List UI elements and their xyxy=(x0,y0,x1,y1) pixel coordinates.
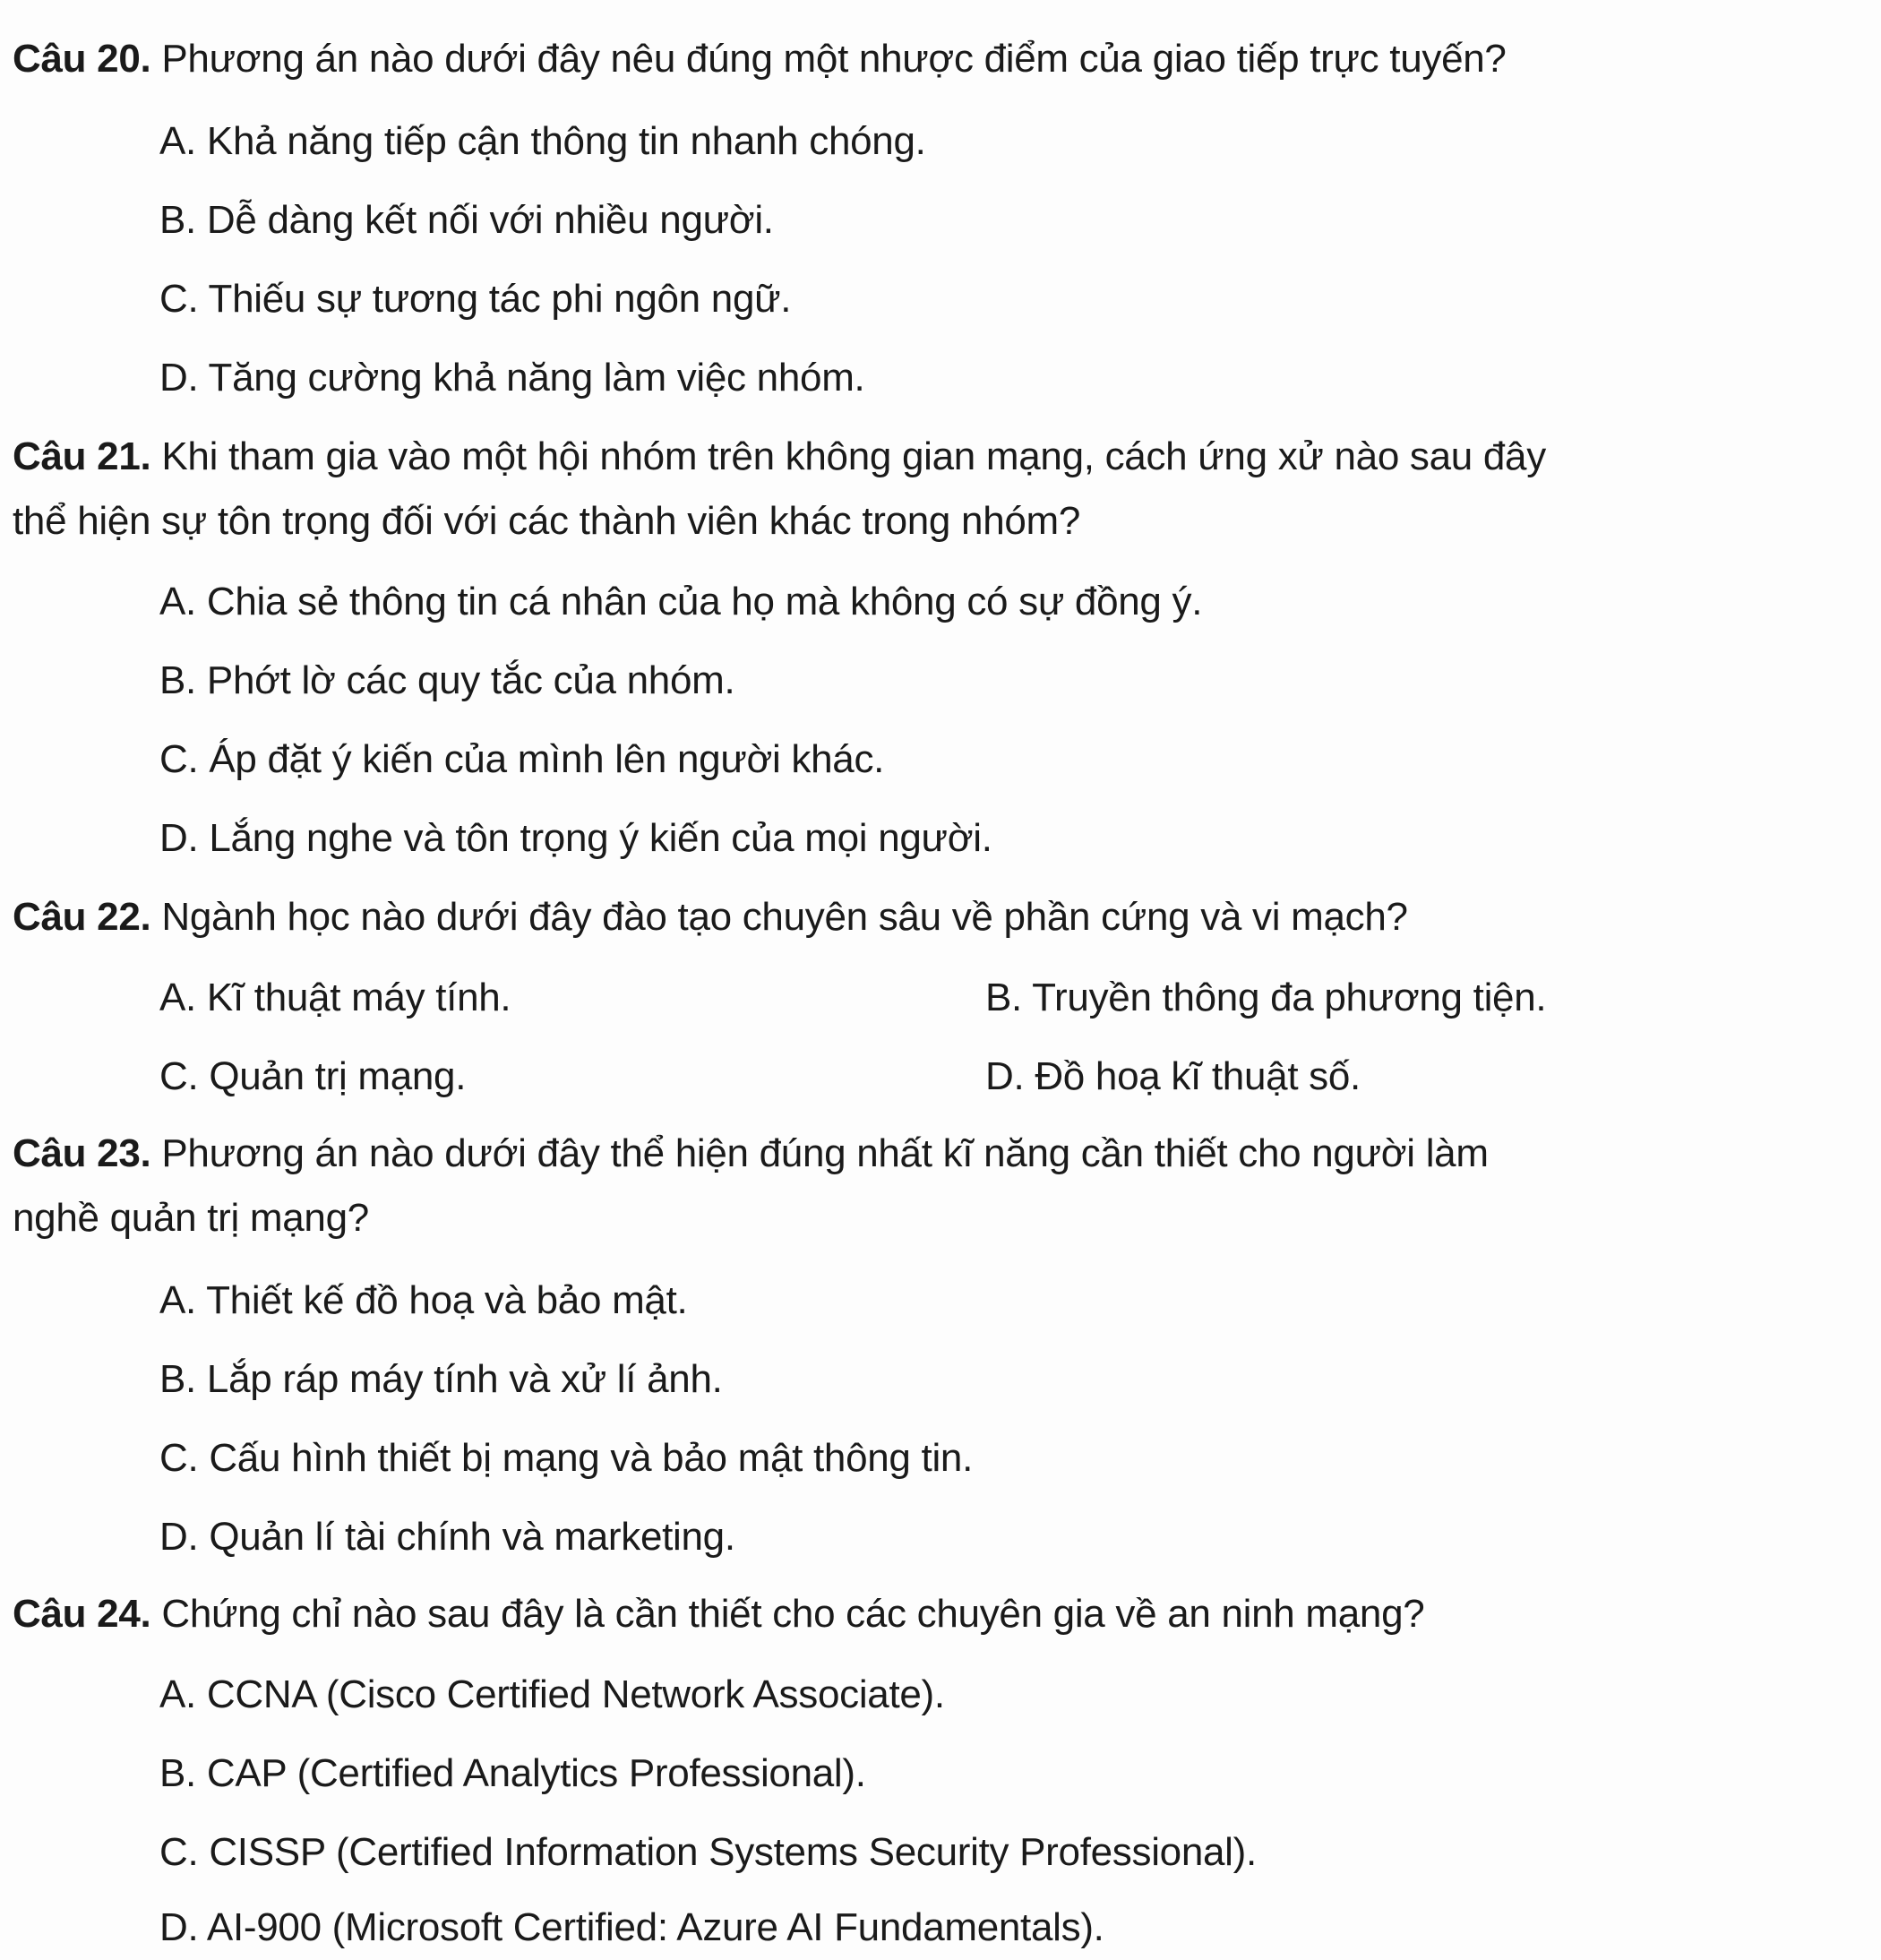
option-c: C. Thiếu sự tương tác phi ngôn ngữ. xyxy=(159,277,792,321)
option-d: D. Đồ hoạ kĩ thuật số. xyxy=(985,1054,1361,1098)
question-label: Câu 21. xyxy=(13,434,151,478)
option-b: B. Lắp ráp máy tính và xử lí ảnh. xyxy=(159,1357,723,1401)
option-d: D. AI-900 (Microsoft Certified: Azure AI Fundamentals). xyxy=(159,1905,1104,1949)
option-b: B. Dễ dàng kết nối với nhiều người. xyxy=(159,198,774,242)
option-c: C. Cấu hình thiết bị mạng và bảo mật thông tin. xyxy=(159,1436,974,1480)
question-text: Phương án nào dưới đây nêu đúng một nhược điểm của giao tiếp trực tuyến? xyxy=(161,37,1507,81)
question-23 xyxy=(13,1130,1489,1177)
option-d: D. Quản lí tài chính và marketing. xyxy=(159,1515,735,1559)
question-text: Phương án nào dưới đây thể hiện đúng nhất kĩ năng cần thiết cho người làm xyxy=(161,1131,1489,1175)
question-22 xyxy=(13,894,1408,941)
question-text: Ngành học nào dưới đây đào tạo chuyên sâu về phần cứng và vi mạch? xyxy=(161,895,1408,939)
option-d: D. Lắng nghe và tôn trọng ý kiến của mọi người. xyxy=(159,816,992,860)
question-text-cont: thể hiện sự tôn trọng đối với các thành viên khác trong nhóm? xyxy=(13,499,1081,543)
option-b: B. Truyền thông đa phương tiện. xyxy=(985,976,1547,1019)
option-a: A. CCNA (Cisco Certified Network Associate). xyxy=(159,1672,945,1716)
question-text-cont: nghề quản trị mạng? xyxy=(13,1196,369,1240)
question-24 xyxy=(13,1591,1424,1638)
question-text: Khi tham gia vào một hội nhóm trên không gian mạng, cách ứng xử nào sau đây xyxy=(161,434,1546,478)
option-b: B. Phớt lờ các quy tắc của nhóm. xyxy=(159,658,735,702)
question-20 xyxy=(13,36,1507,82)
question-21 xyxy=(13,434,1546,480)
option-a: A. Khả năng tiếp cận thông tin nhanh chóng. xyxy=(159,119,926,163)
option-a: A. Chia sẻ thông tin cá nhân của họ mà không có sự đồng ý. xyxy=(159,580,1203,623)
option-c: C. Áp đặt ý kiến của mình lên người khác. xyxy=(159,737,885,781)
question-label: Câu 23. xyxy=(13,1131,151,1175)
question-text: Chứng chỉ nào sau đây là cần thiết cho các chuyên gia về an ninh mạng? xyxy=(161,1592,1425,1636)
question-label: Câu 24. xyxy=(13,1592,151,1636)
question-label: Câu 22. xyxy=(13,895,151,939)
question-label: Câu 20. xyxy=(13,37,151,81)
option-a: A. Kĩ thuật máy tính. xyxy=(159,976,511,1019)
option-a: A. Thiết kế đồ hoạ và bảo mật. xyxy=(159,1278,688,1322)
option-c: C. Quản trị mạng. xyxy=(159,1054,467,1098)
option-b: B. CAP (Certified Analytics Professional). xyxy=(159,1751,866,1795)
option-c: C. CISSP (Certified Information Systems Security Professional). xyxy=(159,1830,1257,1874)
option-d: D. Tăng cường khả năng làm việc nhóm. xyxy=(159,356,865,400)
